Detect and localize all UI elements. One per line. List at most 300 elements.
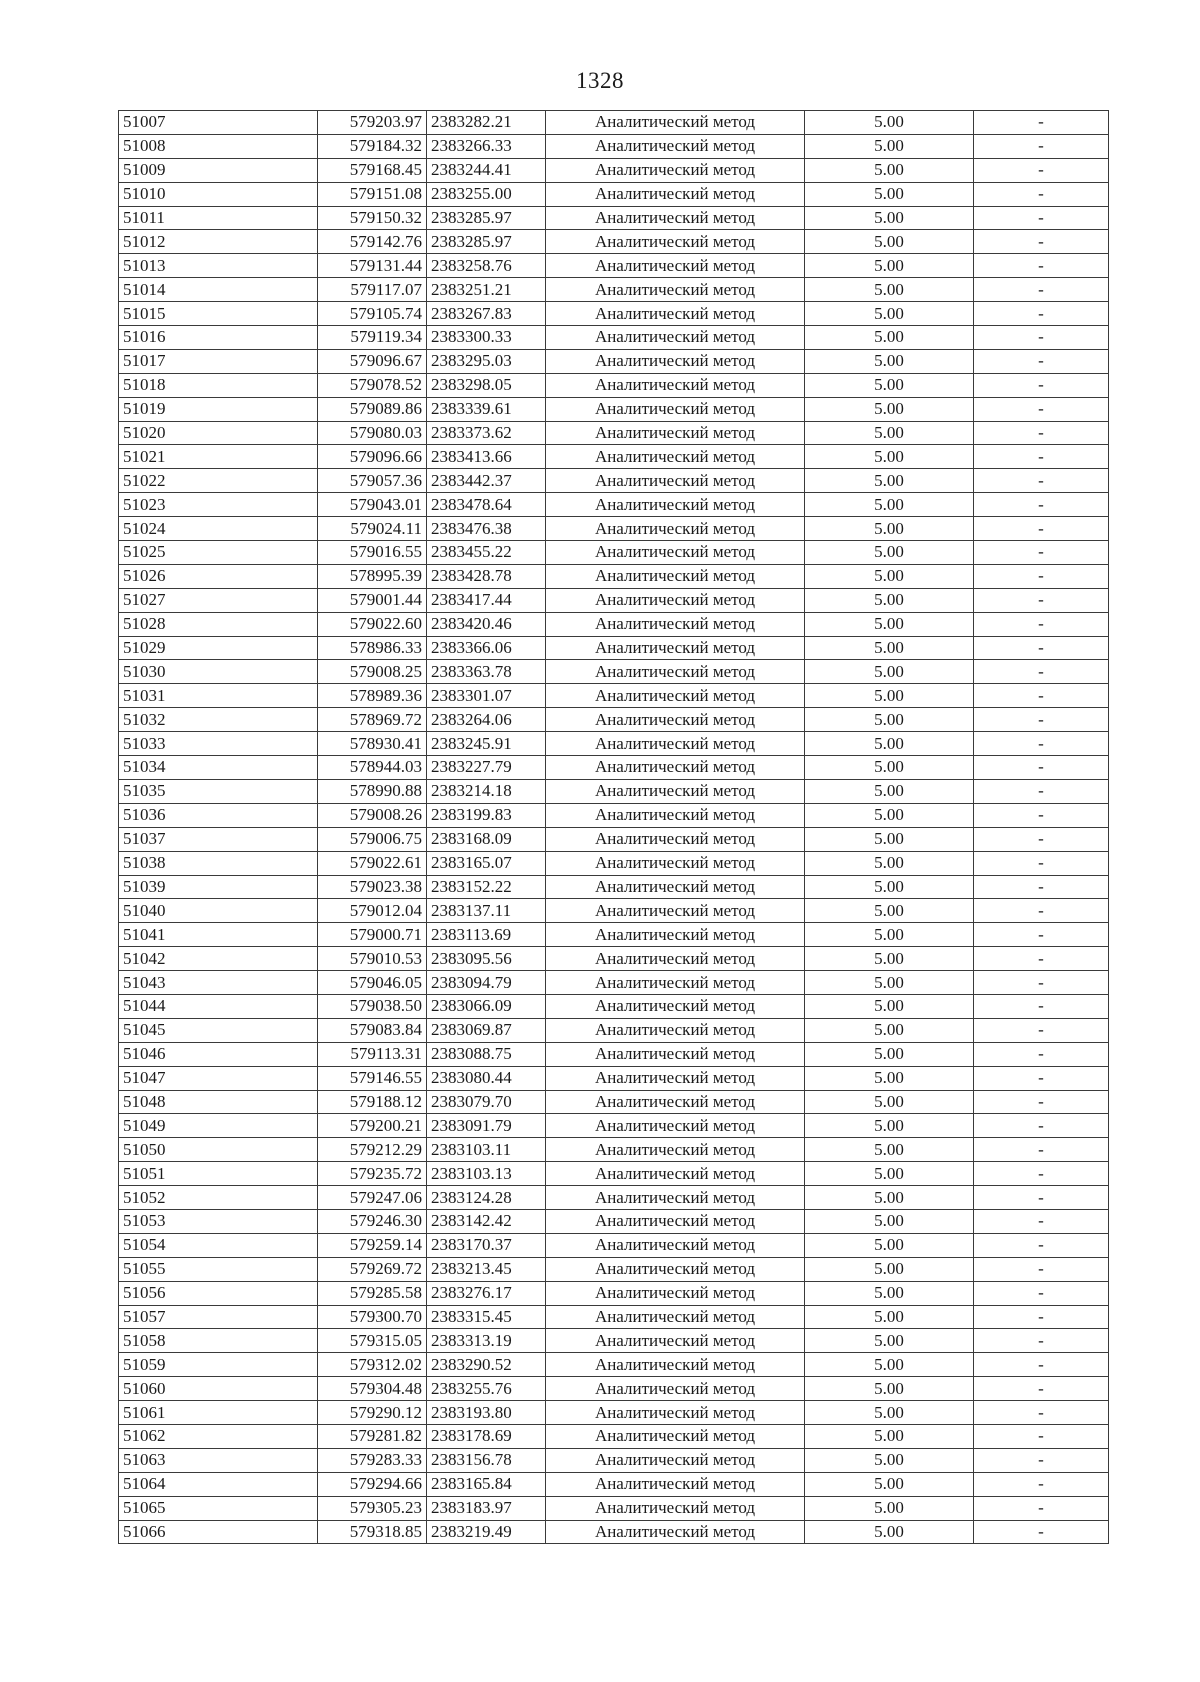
method-cell: Аналитический метод bbox=[546, 1448, 805, 1472]
x-coordinate-cell: 579203.97 bbox=[318, 111, 427, 135]
method-cell: Аналитический метод bbox=[546, 445, 805, 469]
point-id-cell: 51018 bbox=[119, 373, 318, 397]
table-row bbox=[119, 254, 1109, 278]
table-row bbox=[119, 421, 1109, 445]
method-cell: Аналитический метод bbox=[546, 899, 805, 923]
table-row bbox=[119, 947, 1109, 971]
x-coordinate-cell: 579246.30 bbox=[318, 1209, 427, 1233]
table-row bbox=[119, 564, 1109, 588]
x-coordinate-cell: 579022.61 bbox=[318, 851, 427, 875]
x-coordinate-cell: 579000.71 bbox=[318, 923, 427, 947]
point-id-cell: 51025 bbox=[119, 541, 318, 565]
table-row bbox=[119, 302, 1109, 326]
y-coordinate-cell: 2383095.56 bbox=[427, 947, 546, 971]
method-cell: Аналитический метод bbox=[546, 1209, 805, 1233]
dash-cell: - bbox=[974, 1162, 1109, 1186]
method-cell: Аналитический метод bbox=[546, 1377, 805, 1401]
method-cell: Аналитический метод bbox=[546, 660, 805, 684]
x-coordinate-cell: 579300.70 bbox=[318, 1305, 427, 1329]
y-coordinate-cell: 2383267.83 bbox=[427, 302, 546, 326]
table-row bbox=[119, 899, 1109, 923]
point-id-cell: 51014 bbox=[119, 278, 318, 302]
table-row bbox=[119, 875, 1109, 899]
value-cell: 5.00 bbox=[805, 875, 974, 899]
dash-cell: - bbox=[974, 493, 1109, 517]
table-body bbox=[119, 111, 1109, 1544]
y-coordinate-cell: 2383113.69 bbox=[427, 923, 546, 947]
dash-cell: - bbox=[974, 517, 1109, 541]
method-cell: Аналитический метод bbox=[546, 493, 805, 517]
y-coordinate-cell: 2383170.37 bbox=[427, 1233, 546, 1257]
point-id-cell: 51051 bbox=[119, 1162, 318, 1186]
method-cell: Аналитический метод bbox=[546, 1066, 805, 1090]
y-coordinate-cell: 2383156.78 bbox=[427, 1448, 546, 1472]
dash-cell: - bbox=[974, 302, 1109, 326]
dash-cell: - bbox=[974, 1353, 1109, 1377]
y-coordinate-cell: 2383124.28 bbox=[427, 1186, 546, 1210]
method-cell: Аналитический метод bbox=[546, 254, 805, 278]
point-id-cell: 51007 bbox=[119, 111, 318, 135]
method-cell: Аналитический метод bbox=[546, 1353, 805, 1377]
dash-cell: - bbox=[974, 230, 1109, 254]
y-coordinate-cell: 2383103.11 bbox=[427, 1138, 546, 1162]
table-row bbox=[119, 923, 1109, 947]
point-id-cell: 51046 bbox=[119, 1042, 318, 1066]
value-cell: 5.00 bbox=[805, 1353, 974, 1377]
value-cell: 5.00 bbox=[805, 588, 974, 612]
point-id-cell: 51028 bbox=[119, 612, 318, 636]
y-coordinate-cell: 2383213.45 bbox=[427, 1257, 546, 1281]
value-cell: 5.00 bbox=[805, 732, 974, 756]
x-coordinate-cell: 579294.66 bbox=[318, 1472, 427, 1496]
value-cell: 5.00 bbox=[805, 1209, 974, 1233]
method-cell: Аналитический метод bbox=[546, 779, 805, 803]
dash-cell: - bbox=[974, 708, 1109, 732]
y-coordinate-cell: 2383442.37 bbox=[427, 469, 546, 493]
table-row bbox=[119, 1114, 1109, 1138]
value-cell: 5.00 bbox=[805, 421, 974, 445]
point-id-cell: 51023 bbox=[119, 493, 318, 517]
x-coordinate-cell: 578930.41 bbox=[318, 732, 427, 756]
dash-cell: - bbox=[974, 1520, 1109, 1544]
point-id-cell: 51034 bbox=[119, 756, 318, 780]
table-row bbox=[119, 1162, 1109, 1186]
value-cell: 5.00 bbox=[805, 134, 974, 158]
value-cell: 5.00 bbox=[805, 827, 974, 851]
point-id-cell: 51011 bbox=[119, 206, 318, 230]
x-coordinate-cell: 578944.03 bbox=[318, 756, 427, 780]
y-coordinate-cell: 2383413.66 bbox=[427, 445, 546, 469]
point-id-cell: 51020 bbox=[119, 421, 318, 445]
value-cell: 5.00 bbox=[805, 1138, 974, 1162]
point-id-cell: 51060 bbox=[119, 1377, 318, 1401]
y-coordinate-cell: 2383178.69 bbox=[427, 1424, 546, 1448]
x-coordinate-cell: 579200.21 bbox=[318, 1114, 427, 1138]
y-coordinate-cell: 2383363.78 bbox=[427, 660, 546, 684]
dash-cell: - bbox=[974, 1233, 1109, 1257]
point-id-cell: 51063 bbox=[119, 1448, 318, 1472]
table-row bbox=[119, 445, 1109, 469]
x-coordinate-cell: 579010.53 bbox=[318, 947, 427, 971]
y-coordinate-cell: 2383088.75 bbox=[427, 1042, 546, 1066]
dash-cell: - bbox=[974, 923, 1109, 947]
x-coordinate-cell: 579022.60 bbox=[318, 612, 427, 636]
value-cell: 5.00 bbox=[805, 1377, 974, 1401]
dash-cell: - bbox=[974, 206, 1109, 230]
x-coordinate-cell: 579105.74 bbox=[318, 302, 427, 326]
dash-cell: - bbox=[974, 1377, 1109, 1401]
point-id-cell: 51059 bbox=[119, 1353, 318, 1377]
table-row bbox=[119, 588, 1109, 612]
point-id-cell: 51052 bbox=[119, 1186, 318, 1210]
x-coordinate-cell: 578995.39 bbox=[318, 564, 427, 588]
point-id-cell: 51038 bbox=[119, 851, 318, 875]
table-row bbox=[119, 1186, 1109, 1210]
value-cell: 5.00 bbox=[805, 947, 974, 971]
page-number: 1328 bbox=[576, 68, 624, 93]
x-coordinate-cell: 579247.06 bbox=[318, 1186, 427, 1210]
dash-cell: - bbox=[974, 732, 1109, 756]
x-coordinate-cell: 579315.05 bbox=[318, 1329, 427, 1353]
dash-cell: - bbox=[974, 947, 1109, 971]
value-cell: 5.00 bbox=[805, 182, 974, 206]
dash-cell: - bbox=[974, 349, 1109, 373]
point-id-cell: 51050 bbox=[119, 1138, 318, 1162]
point-id-cell: 51039 bbox=[119, 875, 318, 899]
value-cell: 5.00 bbox=[805, 469, 974, 493]
x-coordinate-cell: 578969.72 bbox=[318, 708, 427, 732]
point-id-cell: 51043 bbox=[119, 971, 318, 995]
x-coordinate-cell: 579318.85 bbox=[318, 1520, 427, 1544]
table-row bbox=[119, 684, 1109, 708]
table-row bbox=[119, 851, 1109, 875]
dash-cell: - bbox=[974, 278, 1109, 302]
dash-cell: - bbox=[974, 899, 1109, 923]
value-cell: 5.00 bbox=[805, 636, 974, 660]
dash-cell: - bbox=[974, 612, 1109, 636]
method-cell: Аналитический метод bbox=[546, 469, 805, 493]
table-row bbox=[119, 230, 1109, 254]
y-coordinate-cell: 2383183.97 bbox=[427, 1496, 546, 1520]
x-coordinate-cell: 579168.45 bbox=[318, 158, 427, 182]
dash-cell: - bbox=[974, 851, 1109, 875]
value-cell: 5.00 bbox=[805, 803, 974, 827]
table-row bbox=[119, 827, 1109, 851]
x-coordinate-cell: 579119.34 bbox=[318, 326, 427, 350]
dash-cell: - bbox=[974, 994, 1109, 1018]
dash-cell: - bbox=[974, 875, 1109, 899]
table-row bbox=[119, 660, 1109, 684]
dash-cell: - bbox=[974, 564, 1109, 588]
dash-cell: - bbox=[974, 182, 1109, 206]
x-coordinate-cell: 579006.75 bbox=[318, 827, 427, 851]
x-coordinate-cell: 579150.32 bbox=[318, 206, 427, 230]
method-cell: Аналитический метод bbox=[546, 756, 805, 780]
method-cell: Аналитический метод bbox=[546, 1090, 805, 1114]
method-cell: Аналитический метод bbox=[546, 1186, 805, 1210]
x-coordinate-cell: 579038.50 bbox=[318, 994, 427, 1018]
y-coordinate-cell: 2383428.78 bbox=[427, 564, 546, 588]
point-id-cell: 51040 bbox=[119, 899, 318, 923]
y-coordinate-cell: 2383285.97 bbox=[427, 230, 546, 254]
y-coordinate-cell: 2383080.44 bbox=[427, 1066, 546, 1090]
y-coordinate-cell: 2383313.19 bbox=[427, 1329, 546, 1353]
dash-cell: - bbox=[974, 1114, 1109, 1138]
value-cell: 5.00 bbox=[805, 1018, 974, 1042]
method-cell: Аналитический метод bbox=[546, 947, 805, 971]
value-cell: 5.00 bbox=[805, 1186, 974, 1210]
x-coordinate-cell: 579078.52 bbox=[318, 373, 427, 397]
value-cell: 5.00 bbox=[805, 1305, 974, 1329]
y-coordinate-cell: 2383094.79 bbox=[427, 971, 546, 995]
value-cell: 5.00 bbox=[805, 1496, 974, 1520]
y-coordinate-cell: 2383420.46 bbox=[427, 612, 546, 636]
value-cell: 5.00 bbox=[805, 111, 974, 135]
table-row bbox=[119, 1377, 1109, 1401]
dash-cell: - bbox=[974, 397, 1109, 421]
dash-cell: - bbox=[974, 445, 1109, 469]
y-coordinate-cell: 2383255.76 bbox=[427, 1377, 546, 1401]
method-cell: Аналитический метод bbox=[546, 684, 805, 708]
value-cell: 5.00 bbox=[805, 660, 974, 684]
point-id-cell: 51016 bbox=[119, 326, 318, 350]
x-coordinate-cell: 579001.44 bbox=[318, 588, 427, 612]
table-row bbox=[119, 636, 1109, 660]
table-row bbox=[119, 326, 1109, 350]
x-coordinate-cell: 579016.55 bbox=[318, 541, 427, 565]
point-id-cell: 51026 bbox=[119, 564, 318, 588]
table-row bbox=[119, 158, 1109, 182]
value-cell: 5.00 bbox=[805, 1233, 974, 1257]
point-id-cell: 51058 bbox=[119, 1329, 318, 1353]
method-cell: Аналитический метод bbox=[546, 111, 805, 135]
x-coordinate-cell: 579146.55 bbox=[318, 1066, 427, 1090]
method-cell: Аналитический метод bbox=[546, 827, 805, 851]
method-cell: Аналитический метод bbox=[546, 971, 805, 995]
method-cell: Аналитический метод bbox=[546, 302, 805, 326]
y-coordinate-cell: 2383168.09 bbox=[427, 827, 546, 851]
table-row bbox=[119, 1472, 1109, 1496]
point-id-cell: 51022 bbox=[119, 469, 318, 493]
y-coordinate-cell: 2383079.70 bbox=[427, 1090, 546, 1114]
value-cell: 5.00 bbox=[805, 1520, 974, 1544]
value-cell: 5.00 bbox=[805, 923, 974, 947]
x-coordinate-cell: 578989.36 bbox=[318, 684, 427, 708]
y-coordinate-cell: 2383285.97 bbox=[427, 206, 546, 230]
point-id-cell: 51056 bbox=[119, 1281, 318, 1305]
y-coordinate-cell: 2383091.79 bbox=[427, 1114, 546, 1138]
table-row bbox=[119, 708, 1109, 732]
table-row bbox=[119, 1496, 1109, 1520]
dash-cell: - bbox=[974, 803, 1109, 827]
x-coordinate-cell: 579212.29 bbox=[318, 1138, 427, 1162]
x-coordinate-cell: 579089.86 bbox=[318, 397, 427, 421]
method-cell: Аналитический метод bbox=[546, 1114, 805, 1138]
y-coordinate-cell: 2383315.45 bbox=[427, 1305, 546, 1329]
y-coordinate-cell: 2383264.06 bbox=[427, 708, 546, 732]
point-id-cell: 51029 bbox=[119, 636, 318, 660]
method-cell: Аналитический метод bbox=[546, 636, 805, 660]
table-row bbox=[119, 756, 1109, 780]
point-id-cell: 51009 bbox=[119, 158, 318, 182]
point-id-cell: 51013 bbox=[119, 254, 318, 278]
x-coordinate-cell: 579012.04 bbox=[318, 899, 427, 923]
y-coordinate-cell: 2383245.91 bbox=[427, 732, 546, 756]
dash-cell: - bbox=[974, 588, 1109, 612]
value-cell: 5.00 bbox=[805, 1424, 974, 1448]
y-coordinate-cell: 2383214.18 bbox=[427, 779, 546, 803]
y-coordinate-cell: 2383255.00 bbox=[427, 182, 546, 206]
dash-cell: - bbox=[974, 684, 1109, 708]
method-cell: Аналитический метод bbox=[546, 158, 805, 182]
dash-cell: - bbox=[974, 254, 1109, 278]
value-cell: 5.00 bbox=[805, 684, 974, 708]
point-id-cell: 51030 bbox=[119, 660, 318, 684]
x-coordinate-cell: 579285.58 bbox=[318, 1281, 427, 1305]
y-coordinate-cell: 2383455.22 bbox=[427, 541, 546, 565]
x-coordinate-cell: 579080.03 bbox=[318, 421, 427, 445]
method-cell: Аналитический метод bbox=[546, 326, 805, 350]
value-cell: 5.00 bbox=[805, 779, 974, 803]
point-id-cell: 51065 bbox=[119, 1496, 318, 1520]
value-cell: 5.00 bbox=[805, 158, 974, 182]
x-coordinate-cell: 579290.12 bbox=[318, 1401, 427, 1425]
method-cell: Аналитический метод bbox=[546, 541, 805, 565]
table-row bbox=[119, 732, 1109, 756]
point-id-cell: 51045 bbox=[119, 1018, 318, 1042]
point-id-cell: 51035 bbox=[119, 779, 318, 803]
method-cell: Аналитический метод bbox=[546, 397, 805, 421]
table-row bbox=[119, 779, 1109, 803]
method-cell: Аналитический метод bbox=[546, 1042, 805, 1066]
point-id-cell: 51047 bbox=[119, 1066, 318, 1090]
dash-cell: - bbox=[974, 1281, 1109, 1305]
point-id-cell: 51017 bbox=[119, 349, 318, 373]
dash-cell: - bbox=[974, 1496, 1109, 1520]
y-coordinate-cell: 2383165.84 bbox=[427, 1472, 546, 1496]
value-cell: 5.00 bbox=[805, 564, 974, 588]
dash-cell: - bbox=[974, 1257, 1109, 1281]
point-id-cell: 51008 bbox=[119, 134, 318, 158]
value-cell: 5.00 bbox=[805, 1114, 974, 1138]
table-row bbox=[119, 1042, 1109, 1066]
y-coordinate-cell: 2383300.33 bbox=[427, 326, 546, 350]
table-row bbox=[119, 1448, 1109, 1472]
dash-cell: - bbox=[974, 1329, 1109, 1353]
value-cell: 5.00 bbox=[805, 1329, 974, 1353]
dash-cell: - bbox=[974, 1209, 1109, 1233]
value-cell: 5.00 bbox=[805, 397, 974, 421]
table-row bbox=[119, 182, 1109, 206]
table-row bbox=[119, 994, 1109, 1018]
dash-cell: - bbox=[974, 1305, 1109, 1329]
point-id-cell: 51062 bbox=[119, 1424, 318, 1448]
y-coordinate-cell: 2383373.62 bbox=[427, 421, 546, 445]
value-cell: 5.00 bbox=[805, 708, 974, 732]
x-coordinate-cell: 579304.48 bbox=[318, 1377, 427, 1401]
y-coordinate-cell: 2383199.83 bbox=[427, 803, 546, 827]
method-cell: Аналитический метод bbox=[546, 1401, 805, 1425]
method-cell: Аналитический метод bbox=[546, 1305, 805, 1329]
x-coordinate-cell: 579259.14 bbox=[318, 1233, 427, 1257]
method-cell: Аналитический метод bbox=[546, 851, 805, 875]
dash-cell: - bbox=[974, 756, 1109, 780]
y-coordinate-cell: 2383417.44 bbox=[427, 588, 546, 612]
y-coordinate-cell: 2383165.07 bbox=[427, 851, 546, 875]
value-cell: 5.00 bbox=[805, 994, 974, 1018]
value-cell: 5.00 bbox=[805, 254, 974, 278]
dash-cell: - bbox=[974, 1186, 1109, 1210]
table-row bbox=[119, 1066, 1109, 1090]
method-cell: Аналитический метод bbox=[546, 1424, 805, 1448]
table-row bbox=[119, 111, 1109, 135]
value-cell: 5.00 bbox=[805, 1281, 974, 1305]
method-cell: Аналитический метод bbox=[546, 1233, 805, 1257]
x-coordinate-cell: 579024.11 bbox=[318, 517, 427, 541]
point-id-cell: 51042 bbox=[119, 947, 318, 971]
value-cell: 5.00 bbox=[805, 1066, 974, 1090]
table-row bbox=[119, 1090, 1109, 1114]
method-cell: Аналитический метод bbox=[546, 1496, 805, 1520]
y-coordinate-cell: 2383103.13 bbox=[427, 1162, 546, 1186]
value-cell: 5.00 bbox=[805, 756, 974, 780]
dash-cell: - bbox=[974, 1448, 1109, 1472]
value-cell: 5.00 bbox=[805, 493, 974, 517]
value-cell: 5.00 bbox=[805, 349, 974, 373]
value-cell: 5.00 bbox=[805, 1257, 974, 1281]
y-coordinate-cell: 2383227.79 bbox=[427, 756, 546, 780]
table-row bbox=[119, 1257, 1109, 1281]
x-coordinate-cell: 578986.33 bbox=[318, 636, 427, 660]
point-id-cell: 51061 bbox=[119, 1401, 318, 1425]
method-cell: Аналитический метод bbox=[546, 349, 805, 373]
method-cell: Аналитический метод bbox=[546, 588, 805, 612]
dash-cell: - bbox=[974, 1472, 1109, 1496]
method-cell: Аналитический метод bbox=[546, 1162, 805, 1186]
method-cell: Аналитический метод bbox=[546, 1138, 805, 1162]
dash-cell: - bbox=[974, 1424, 1109, 1448]
x-coordinate-cell: 579043.01 bbox=[318, 493, 427, 517]
table-row bbox=[119, 612, 1109, 636]
value-cell: 5.00 bbox=[805, 302, 974, 326]
table-row bbox=[119, 971, 1109, 995]
y-coordinate-cell: 2383298.05 bbox=[427, 373, 546, 397]
dash-cell: - bbox=[974, 636, 1109, 660]
x-coordinate-cell: 579312.02 bbox=[318, 1353, 427, 1377]
point-id-cell: 51049 bbox=[119, 1114, 318, 1138]
value-cell: 5.00 bbox=[805, 206, 974, 230]
dash-cell: - bbox=[974, 134, 1109, 158]
method-cell: Аналитический метод bbox=[546, 803, 805, 827]
x-coordinate-cell: 579023.38 bbox=[318, 875, 427, 899]
y-coordinate-cell: 2383193.80 bbox=[427, 1401, 546, 1425]
value-cell: 5.00 bbox=[805, 899, 974, 923]
y-coordinate-cell: 2383137.11 bbox=[427, 899, 546, 923]
table-row bbox=[119, 397, 1109, 421]
value-cell: 5.00 bbox=[805, 278, 974, 302]
table-row bbox=[119, 1424, 1109, 1448]
value-cell: 5.00 bbox=[805, 1472, 974, 1496]
y-coordinate-cell: 2383244.41 bbox=[427, 158, 546, 182]
x-coordinate-cell: 579008.25 bbox=[318, 660, 427, 684]
dash-cell: - bbox=[974, 158, 1109, 182]
value-cell: 5.00 bbox=[805, 230, 974, 254]
x-coordinate-cell: 579151.08 bbox=[318, 182, 427, 206]
dash-cell: - bbox=[974, 779, 1109, 803]
point-id-cell: 51015 bbox=[119, 302, 318, 326]
table-row bbox=[119, 1329, 1109, 1353]
table-row bbox=[119, 206, 1109, 230]
